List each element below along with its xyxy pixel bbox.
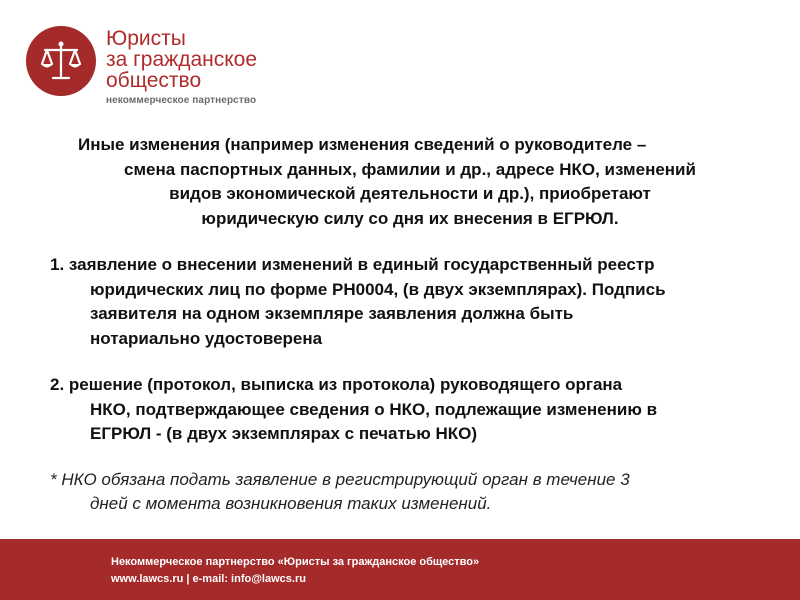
logo-title-line1: Юристы <box>106 27 186 50</box>
list-item-line: ЕГРЮЛ - (в двух экземплярах с печатью НКО) <box>90 424 478 443</box>
footer-org-name: Некоммерческое партнерство «Юристы за гражданское общество» <box>111 556 480 568</box>
footer-text <box>111 554 479 588</box>
list-item-line: заявителя на одном экземпляре заявления должна быть <box>90 304 574 323</box>
logo-text <box>106 28 257 106</box>
list-item-line: юридических лиц по форме РН0004, (в двух экземплярах). Подпись <box>90 279 666 299</box>
footer-contacts: www.lawcs.ru | e-mail: info@lawcs.ru <box>111 573 306 585</box>
intro-paragraph <box>60 133 760 231</box>
logo-subtitle: некоммерческое партнерство <box>106 95 257 106</box>
list-item-2 <box>50 373 780 447</box>
scales-icon <box>26 26 96 96</box>
intro-line: видов экономической деятельности и др.), приобретают <box>169 184 651 203</box>
intro-line: юридическую силу со дня их внесения в ЕГРЮЛ. <box>201 208 619 228</box>
list-item-line: 1. заявление о внесении изменений в единый государственный реестр <box>50 255 655 274</box>
footnote-line: * НКО обязана подать заявление в регистрирующий орган в течение 3 <box>50 470 630 489</box>
intro-line: смена паспортных данных, фамилии и др., адресе НКО, изменений <box>124 159 696 179</box>
logo <box>26 26 257 106</box>
intro-line: Иные изменения (например изменения сведений о руководителе – <box>78 135 647 154</box>
list-item-line: 2. решение (протокол, выписка из протокола) руководящего органа <box>50 375 623 394</box>
footnote-line: дней с момента возникновения таких изменений. <box>90 494 492 513</box>
list-item-line: нотариально удостоверена <box>90 328 323 348</box>
logo-title-line3: общество <box>106 69 202 92</box>
list-item-1 <box>50 253 780 351</box>
footer-bar <box>0 539 800 600</box>
list-item-line: НКО, подтверждающее сведения о НКО, подлежащие изменению в <box>90 399 658 419</box>
footnote <box>50 468 780 516</box>
logo-title-line2: за гражданское <box>106 48 258 71</box>
